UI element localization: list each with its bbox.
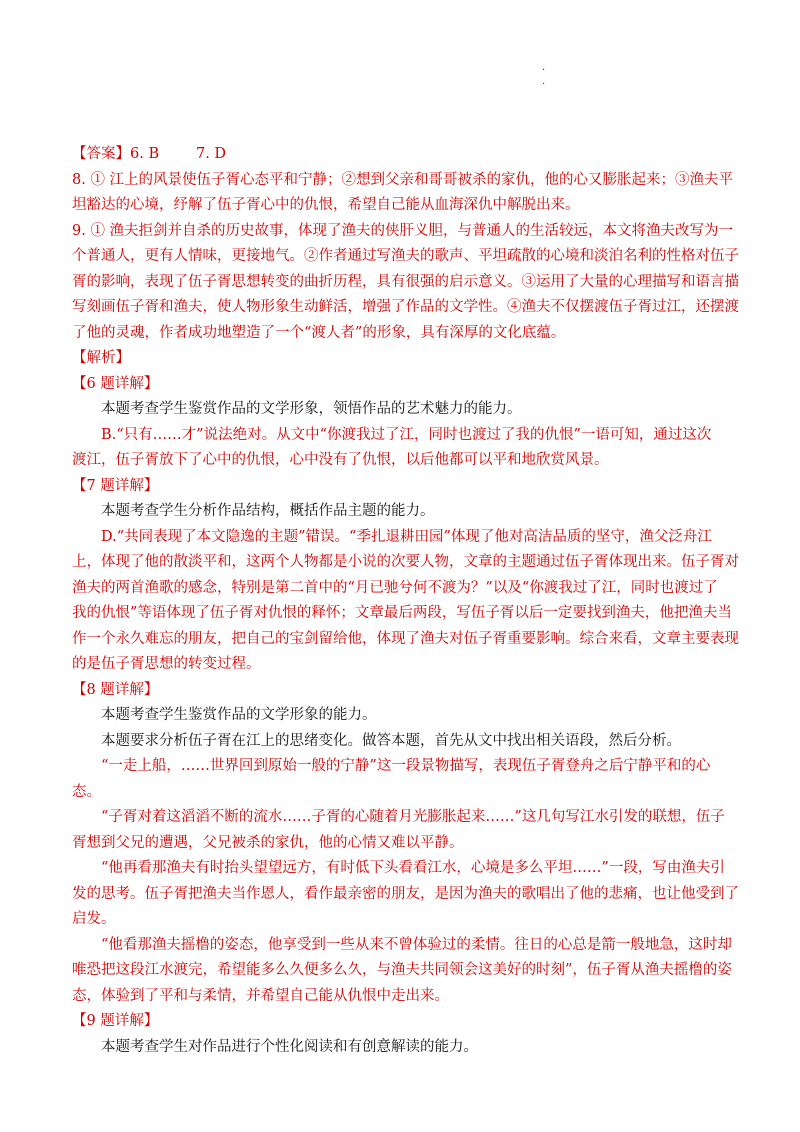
header-marks bbox=[542, 64, 545, 92]
q7-heading: 【7 题详解】 bbox=[72, 477, 159, 494]
answer-choices: 6. B 7. D bbox=[130, 146, 227, 162]
header-mark: · bbox=[542, 65, 546, 76]
q6-detail-line: B.“只有……才”说法绝对。从文中“你渡我过了江，同时也渡过了我的仇恨”一语可知，通过这次 bbox=[101, 426, 712, 443]
header-mark: · bbox=[542, 79, 546, 90]
answer-q8-line: 8. ① 江上的风景使伍子胥心态平和宁静；②想到父亲和哥哥被杀的家仇，他的心又膨胀起来；③渔夫平 bbox=[72, 171, 734, 188]
answer-q9-line: 写刻画伍子胥和渔夫，使人物形象生动鲜活，增强了作品的文学性。④渔夫不仅摆渡伍子胥过江，还摆渡 bbox=[72, 299, 739, 315]
q7-detail-line: 的是伍子胥思想的转变过程。 bbox=[72, 656, 261, 672]
answer-q9-line: 胥的影响，表现了伍子胥思想转变的曲折历程，具有很强的启示意义。③运用了大量的心理描写和语言描 bbox=[72, 273, 739, 290]
q8-detail-line: 态，体验到了平和与柔情，并希望自己能从仇恨中走出来。 bbox=[72, 987, 449, 1004]
analysis-label: 【解析】 bbox=[72, 350, 130, 366]
q8-detail-line: “他看那渔夫摇橹的姿态，他享受到一些从来不曾体验过的柔情。往日的心总是箭一般地急，这时却 bbox=[101, 936, 732, 953]
q8-detail-line: 唯恐把这段江水渡完，希望能多么久便多么久，与渔夫共同领会这美好的时刻”，伍子胥从渔夫摇橹的姿 bbox=[72, 962, 732, 978]
answer-q9-line: 9. ① 渔夫拒剑并自杀的历史故事，体现了渔夫的侠肝义胆，与普通人的生活较远，本文将渔夫改写为一 bbox=[72, 222, 734, 239]
q7-detail-line: D.“共同表现了本文隐逸的主题”错误。“季扎退耕田园”体现了他对高洁品质的坚守，渔父泛舟江 bbox=[101, 528, 712, 545]
answer-q9 bbox=[72, 219, 739, 347]
q7-detail bbox=[72, 499, 739, 678]
q7-detail-line: 上，体现了他的散淡平和，这两个人物都是小说的次要人物，文章的主题通过伍子胥体现出来。伍子胥对 bbox=[72, 554, 739, 570]
document-body bbox=[72, 142, 739, 1060]
q8-detail-line: 态。 bbox=[72, 783, 101, 800]
q8-detail-line: 启发。 bbox=[72, 911, 116, 927]
q6-detail-line: 本题考查学生鉴赏作品的文学形象，领悟作品的艺术魅力的能力。 bbox=[101, 401, 522, 417]
answer-line bbox=[72, 142, 724, 168]
q6-detail-line: 渡江，伍子胥放下了心中的仇恨，心中没有了仇恨，以后他都可以平和地欣赏风景。 bbox=[72, 452, 609, 468]
answer-q8 bbox=[72, 168, 734, 219]
q9-detail-line: 本题考查学生对作品进行个性化阅读和有创意解读的能力。 bbox=[101, 1038, 478, 1055]
q6-heading: 【6 题详解】 bbox=[72, 375, 159, 392]
q7-detail-line: 我的仇恨”等语体现了伍子胥对仇恨的释怀；文章最后两段，写伍子胥以后一定要找到渔夫，他把渔夫当 bbox=[72, 605, 732, 621]
q8-heading: 【8 题详解】 bbox=[72, 681, 159, 698]
q8-detail-line: 本题要求分析伍子胥在江上的思绪变化。做答本题，首先从文中找出相关语段，然后分析。 bbox=[101, 732, 681, 749]
q8-detail-line: “他再看那渔夫有时抬头望望远方，有时低下头看看江水，心境是多么平坦……”一段，写由渔夫引 bbox=[101, 860, 725, 876]
answer-label: 【答案】 bbox=[72, 146, 130, 162]
q7-detail-line: 作一个永久难忘的朋友，把自己的宝剑留给他，体现了渔夫对伍子胥重要影响。综合来看，文章主要表现 bbox=[72, 630, 739, 647]
answer-q8-line: 坦豁达的心境，纾解了伍子胥心中的仇恨，希望自己能从血海深仇中解脱出来。 bbox=[72, 197, 580, 213]
q8-detail-line: “一走上船，……世界回到原始一般的宁静”这一段景物描写，表现伍子胥登舟之后宁静平和的心 bbox=[101, 758, 711, 774]
q8-detail bbox=[72, 703, 739, 1009]
q8-detail-line: 胥想到父兄的遭遇，父兄被杀的家仇，他的心情又难以平静。 bbox=[72, 834, 464, 851]
q7-detail-line: 渔夫的两首渔歌的感念，特别是第二首中的“月已驰兮何不渡为？”以及“你渡我过了江，同时也渡过了 bbox=[72, 579, 718, 596]
answer-q9-line: 个普通人，更有人情味，更接地气。②作者通过写渔夫的歌声、平坦疏散的心境和淡泊名利的性格对伍子 bbox=[72, 248, 739, 264]
q9-detail bbox=[72, 1035, 724, 1061]
answer-q9-line: 了他的灵魂，作者成功地塑造了一个“渡人者”的形象，具有深厚的文化底蕴。 bbox=[72, 324, 566, 341]
q6-detail bbox=[72, 397, 724, 474]
q8-detail-line: 本题考查学生鉴赏作品的文学形象的能力。 bbox=[101, 707, 377, 723]
q8-detail-line: 发的思考。伍子胥把渔夫当作恩人，看作最亲密的朋友，是因为渔夫的歌唱出了他的悲痛，也让他受到了 bbox=[72, 885, 739, 902]
q8-detail-line: “子胥对着这滔滔不断的流水……子胥的心随着月光膨胀起来……”这几句写江水引发的联想，伍子 bbox=[101, 809, 725, 825]
q9-heading: 【9 题详解】 bbox=[72, 1013, 159, 1029]
q7-detail-line: 本题考查学生分析作品结构，概括作品主题的能力。 bbox=[101, 503, 435, 519]
